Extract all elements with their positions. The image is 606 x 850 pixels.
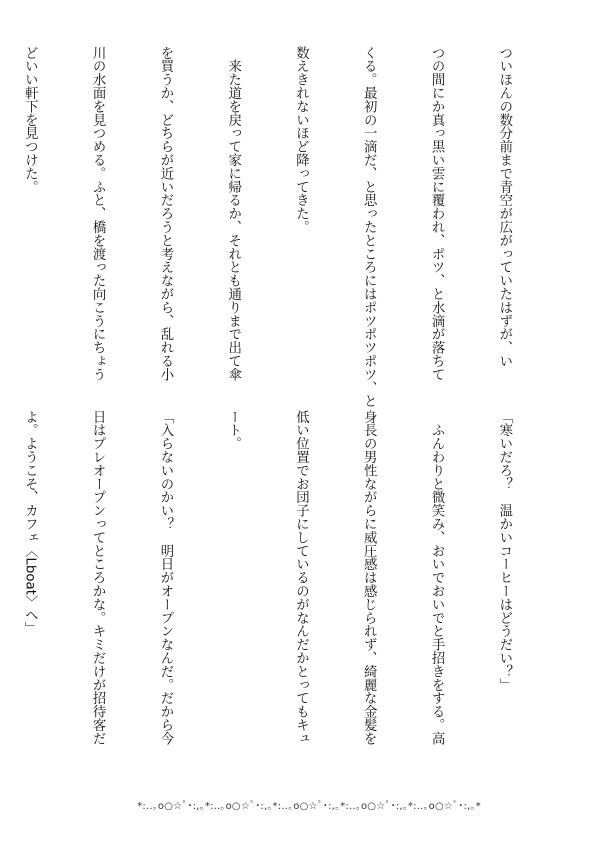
text-column: 日はプレオープンってところかな。キミだけが招待客だ: [90, 410, 106, 745]
text-column: どいい軒下を見つけた。: [22, 46, 38, 194]
text-column: 「寒いだろ？ 温かいコーヒーはどうだい？」: [496, 410, 512, 692]
text-column: ついほんの数分前まで青空が広がっていたはずが、い: [496, 46, 512, 368]
footer-ornament: *:..｡o○☆ﾟ･:,｡*:..｡o○☆ﾟ･:,｡*:..｡o○☆ﾟ･:,｡*:..｡o○☆ﾟ･:,｡*:..｡o○☆ﾟ･:,｡*: [137, 801, 481, 812]
text-column: 数えきれないほど降ってきた。: [293, 46, 309, 234]
text-column: ふんわりと微笑み、おいでおいでと手招きをする。高: [429, 410, 445, 745]
text-column: 低い位置でお団子にしているのがなんだかとってもキュ: [293, 410, 309, 745]
text-column: よ。ようこそ、カフェ〈Lboat〉へ」: [22, 410, 38, 636]
text-column: 来た道を戻って家に帰るか、それとも通りまで出て傘: [225, 46, 241, 381]
text-column: 「入らないのかい？ 明日がオープンなんだ。だから今: [157, 410, 173, 745]
text-column: くる。最初の一滴だ、と思ったところにはポツポツポツ、と: [361, 46, 377, 408]
text-column: つの間にか真っ黒い雲に覆われ、ポツ、と水滴が落ちて: [429, 46, 445, 381]
text-column: 身長の男性ながらに威圧感は感じられず、綺麗な金髪を: [361, 410, 377, 745]
text-column: ート。: [225, 410, 241, 451]
text-column: を買うか、どちらが近いだろうと考えながら、乱れる小: [157, 46, 173, 381]
lower-text-block: [22, 410, 560, 750]
upper-text-block: [22, 46, 560, 408]
text-column: 川の水面を見つめる。ふと、橋を渡った向こうにちょう: [90, 46, 106, 381]
